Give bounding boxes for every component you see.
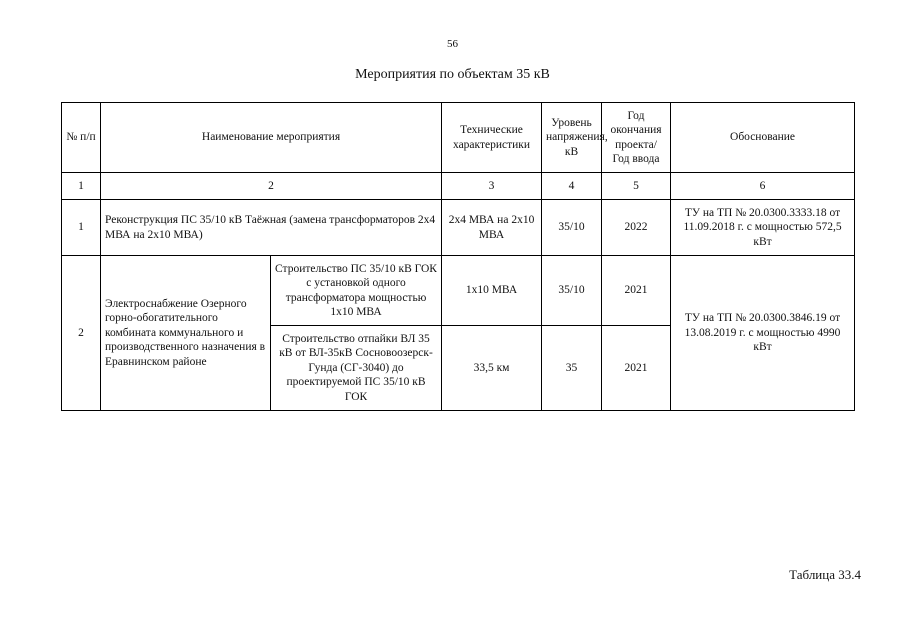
subrow-year: 2021 (602, 326, 671, 411)
table-row (62, 200, 855, 256)
table-row (62, 256, 855, 326)
header-row (62, 103, 855, 173)
row-num: 2 (62, 256, 101, 411)
row-basis: ТУ на ТП № 20.0300.3333.18 от 11.09.2018 г. с мощностью 572,5 кВт (671, 200, 855, 256)
subrow-name: Строительство отпайки ВЛ 35 кВ от ВЛ-35кВ Сосновоозерск-Гунда (СГ-3040) до проектируемой ПС 35/10 кВ ГОК (271, 326, 442, 411)
page-number: 56 (447, 38, 458, 50)
table-caption: Таблица 33.4 (789, 567, 861, 582)
header-basis: Обоснование (671, 103, 855, 173)
column-number: 2 (101, 173, 442, 200)
row-voltage: 35/10 (542, 200, 602, 256)
row-num: 1 (62, 200, 101, 256)
subrow-name: Строительство ПС 35/10 кВ ГОК с установкой одного трансформатора мощностью 1х10 МВА (271, 256, 442, 326)
document-title: Мероприятия по объектам 35 кВ (355, 67, 550, 82)
column-number: 6 (671, 173, 855, 200)
header-year: Год окончания проекта/ Год ввода (602, 103, 671, 173)
row-tech: 2х4 МВА на 2х10 МВА (442, 200, 542, 256)
subrow-voltage: 35/10 (542, 256, 602, 326)
column-number: 1 (62, 173, 101, 200)
events-table (61, 102, 855, 411)
column-number: 5 (602, 173, 671, 200)
column-number: 3 (442, 173, 542, 200)
column-number: 4 (542, 173, 602, 200)
header-name: Наименование мероприятия (101, 103, 442, 173)
header-voltage: Уровень напряжения, кВ (542, 103, 602, 173)
row-basis: ТУ на ТП № 20.0300.3846.19 от 13.08.2019 г. с мощностью 4990 кВт (671, 256, 855, 411)
row-name: Электроснабжение Озерного горно-обогатительного комбината коммунального и производственного назначения в Еравнинском районе (101, 256, 271, 411)
header-num: № п/п (62, 103, 101, 173)
subrow-year: 2021 (602, 256, 671, 326)
subrow-tech: 33,5 км (442, 326, 542, 411)
subrow-tech: 1х10 МВА (442, 256, 542, 326)
subrow-voltage: 35 (542, 326, 602, 411)
row-name: Реконструкция ПС 35/10 кВ Таёжная (замена трансформаторов 2х4 МВА на 2х10 МВА) (101, 200, 442, 256)
header-tech: Технические характеристики (442, 103, 542, 173)
row-year: 2022 (602, 200, 671, 256)
column-number-row (62, 173, 855, 200)
